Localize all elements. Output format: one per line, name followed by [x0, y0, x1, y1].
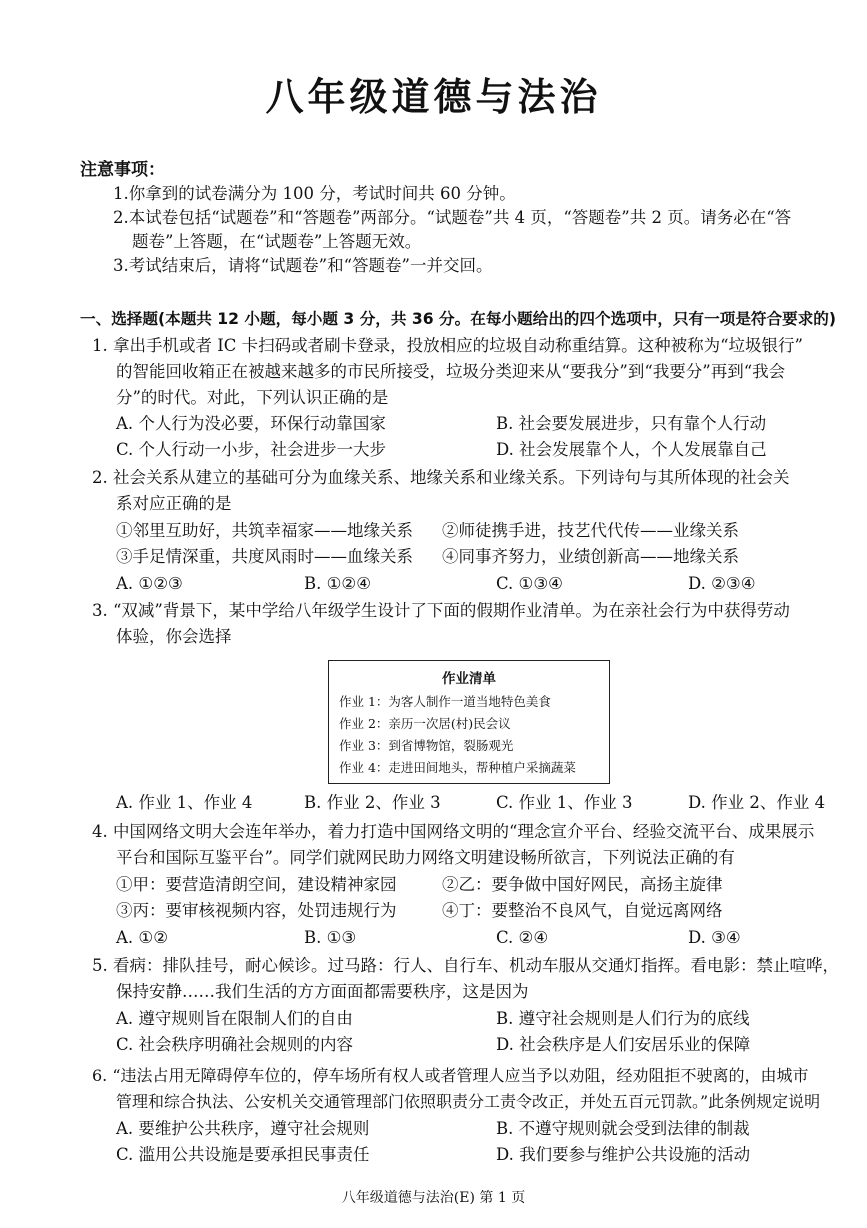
question-2-line: 2. 社会关系从建立的基础可分为血缘关系、地缘关系和业缘关系。下列诗句与其所体现的社会关 [92, 468, 790, 487]
q4-option-b: B. ①③ [304, 928, 357, 947]
question-1-line: 分”的时代。对此，下列认识正确的是 [116, 388, 389, 407]
question-6-line: 6. “违法占用无障碍停车位的，停车场所有权人或者管理人应当予以劝阻，经劝阻拒不驶离的，由城市 [92, 1066, 809, 1085]
q5-option-d: D. 社会秩序是人们安居乐业的保障 [496, 1035, 751, 1054]
homework-list-box [328, 660, 610, 784]
q6-option-c: C. 滥用公共设施是要承担民事责任 [116, 1145, 370, 1164]
q4-option-a: A. ①② [116, 928, 168, 947]
q3-option-c: C. 作业 1、作业 3 [496, 793, 633, 812]
question-5-line: 保持安静……我们生活的方方面面都需要秩序，这是因为 [116, 982, 529, 1001]
q5-option-c: C. 社会秩序明确社会规则的内容 [116, 1035, 354, 1054]
q4-statement-2: ②乙：要争做中国好网民，高扬主旋律 [442, 875, 723, 894]
question-1-line: 1. 拿出手机或者 IC 卡扫码或者刷卡登录，投放相应的垃圾自动称重结算。这种被称为“垃圾银行” [92, 336, 803, 355]
q2-option-c: C. ①③④ [496, 574, 563, 593]
question-2-line: 系对应正确的是 [116, 494, 232, 513]
q1-option-c: C. 个人行动一小步，社会进步一大步 [116, 440, 387, 459]
q3-option-d: D. 作业 2、作业 4 [688, 793, 826, 812]
homework-item: 作业 1：为客人制作一道当地特色美食 [339, 694, 551, 709]
page-title: 八年级道德与法治 [265, 75, 602, 119]
homework-list-title: 作业清单 [442, 671, 496, 687]
q1-option-d: D. 社会发展靠个人，个人发展靠自己 [496, 440, 767, 459]
q2-statement-1: ①邻里互助好，共筑幸福家——地缘关系 [116, 521, 413, 540]
notice-item: 题卷”上答题，在“试题卷”上答题无效。 [132, 232, 422, 251]
notice-item: 1.你拿到的试卷满分为 100 分，考试时间共 60 分钟。 [113, 184, 516, 203]
question-4-line: 平台和国际互鉴平台”。同学们就网民助力网络文明建设畅所欲言，下列说法正确的有 [116, 848, 735, 867]
homework-item: 作业 4：走进田间地头，帮种植户采摘蔬菜 [339, 760, 576, 775]
q4-option-c: C. ②④ [496, 928, 549, 947]
page-footer: 八年级道德与法治(E) 第 1 页 [341, 1190, 526, 1206]
q5-option-a: A. 遵守规则旨在限制人们的自由 [116, 1009, 353, 1028]
question-6-line: 管理和综合执法、公安机关交通管理部门依照职责分工责令改正，并处五百元罚款。”此条例规定说明 [116, 1092, 821, 1111]
notice-item: 3.考试结束后，请将“试题卷”和“答题卷”一并交回。 [113, 256, 493, 275]
q4-statement-3: ③丙：要审核视频内容，处罚违规行为 [116, 901, 397, 920]
q6-option-b: B. 不遵守规则就会受到法律的制裁 [496, 1119, 750, 1138]
section-heading: 一、选择题(本题共 12 小题，每小题 3 分，共 36 分。在每小题给出的四个选项中，只有一项是符合要求的) [80, 310, 837, 328]
q2-option-d: D. ②③④ [688, 574, 756, 593]
q4-statement-1: ①甲：要营造清朗空间，建设精神家园 [116, 875, 397, 894]
q1-option-a: A. 个人行为没必要，环保行动靠国家 [116, 414, 386, 433]
notice-item: 2.本试卷包括“试题卷”和“答题卷”两部分。“试题卷”共 4 页，“答题卷”共 2 页。请务必在“答 [113, 208, 792, 227]
q2-statement-4: ④同事齐努力，业绩创新高——地缘关系 [442, 547, 739, 566]
q4-statement-4: ④丁：要整治不良风气，自觉远离网络 [442, 901, 723, 920]
q2-statement-2: ②师徒携手进，技艺代代传——业缘关系 [442, 521, 739, 540]
question-3-line: 体验，你会选择 [116, 627, 232, 646]
q6-option-d: D. 我们要参与维护公共设施的活动 [496, 1145, 751, 1164]
q5-option-b: B. 遵守社会规则是人们行为的底线 [496, 1009, 750, 1028]
homework-item: 作业 2：亲历一次居(村)民会议 [339, 716, 511, 731]
q1-option-b: B. 社会要发展进步，只有靠个人行动 [496, 414, 767, 433]
q6-option-a: A. 要维护公共秩序，遵守社会规则 [116, 1119, 370, 1138]
q2-option-b: B. ①②④ [304, 574, 371, 593]
q2-statement-3: ③手足情深重，共度风雨时——血缘关系 [116, 547, 413, 566]
q3-option-b: B. 作业 2、作业 3 [304, 793, 441, 812]
q3-option-a: A. 作业 1、作业 4 [116, 793, 253, 812]
question-3-line: 3. “双减”背景下，某中学给八年级学生设计了下面的假期作业清单。为在亲社会行为中获得劳动 [92, 601, 790, 620]
question-5-line: 5. 看病：排队挂号，耐心候诊。过马路：行人、自行车、机动车服从交通灯指挥。看电影：禁止喧哗， [92, 956, 839, 975]
q4-option-d: D. ③④ [688, 928, 741, 947]
homework-item: 作业 3：到省博物馆，裂肠观光 [339, 738, 514, 753]
question-4-line: 4. 中国网络文明大会连年举办，着力打造中国网络文明的“理念宣介平台、经验交流平台、成果展示 [92, 822, 815, 841]
question-1-line: 的智能回收箱正在被越来越多的市民所接受，垃圾分类迎来从“要我分”到“我要分”再到“我会 [116, 362, 786, 381]
notice-heading: 注意事项： [80, 160, 165, 180]
q2-option-a: A. ①②③ [116, 574, 183, 593]
